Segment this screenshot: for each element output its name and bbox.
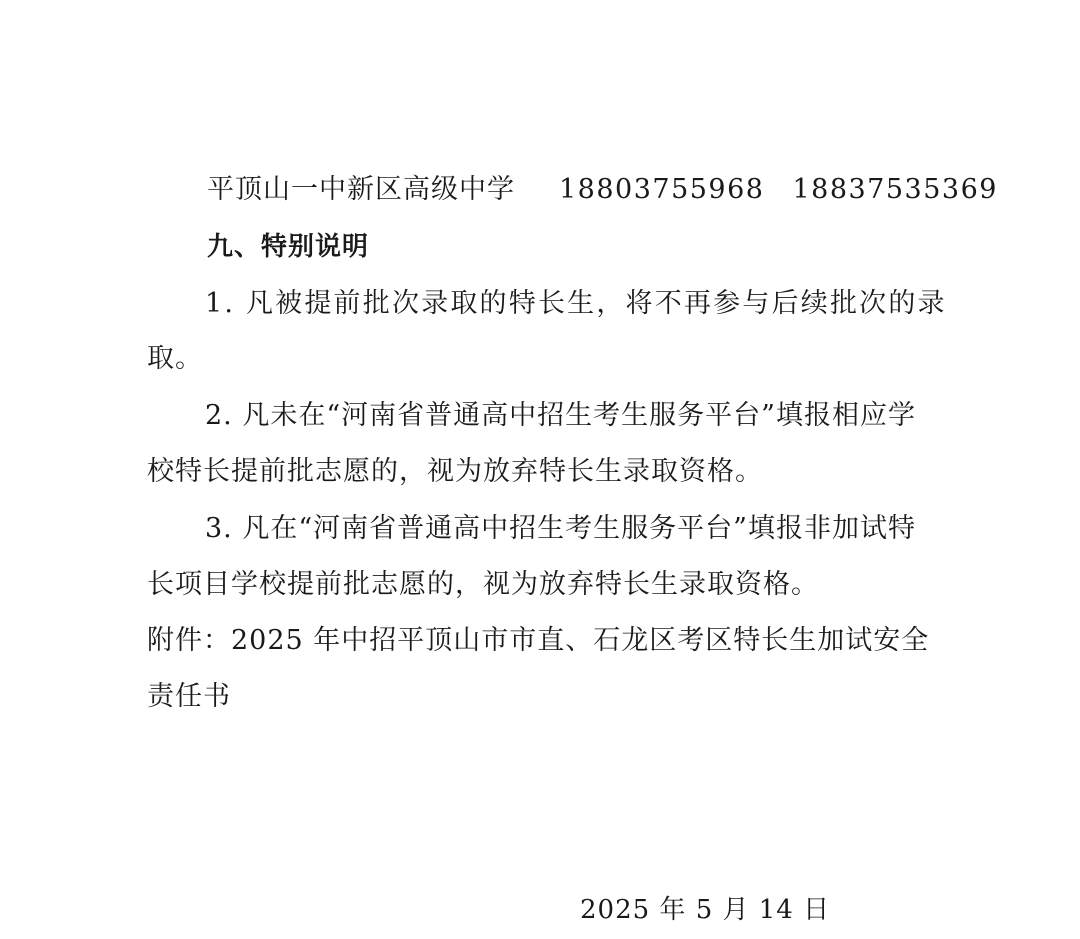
item-1-line-1: 1. 凡被提前批次录取的特长生，将不再参与后续批次的录	[205, 288, 947, 319]
item-1-line-2: 取。	[147, 343, 203, 374]
phone-number-2: 18837535369	[792, 174, 998, 205]
item-2-line-1: 2. 凡未在“河南省普通高中招生考生服务平台”填报相应学	[205, 400, 916, 431]
attachment-line-2: 责任书	[147, 681, 231, 712]
attachment-line-1: 附件：2025 年中招平顶山市市直、石龙区考区特长生加试安全	[147, 625, 930, 656]
section-heading: 九、特别说明	[207, 232, 370, 262]
phone-number-1: 18803755968	[559, 174, 765, 205]
school-name: 平顶山一中新区高级中学	[207, 174, 515, 205]
school-contact-row	[207, 170, 998, 210]
item-3-line-1: 3. 凡在“河南省普通高中招生考生服务平台”填报非加试特	[205, 513, 916, 544]
document-date: 2025 年 5 月 14 日	[580, 895, 831, 925]
item-3-line-2: 长项目学校提前批志愿的，视为放弃特长生录取资格。	[147, 569, 819, 600]
item-2-line-2: 校特长提前批志愿的，视为放弃特长生录取资格。	[147, 456, 763, 487]
